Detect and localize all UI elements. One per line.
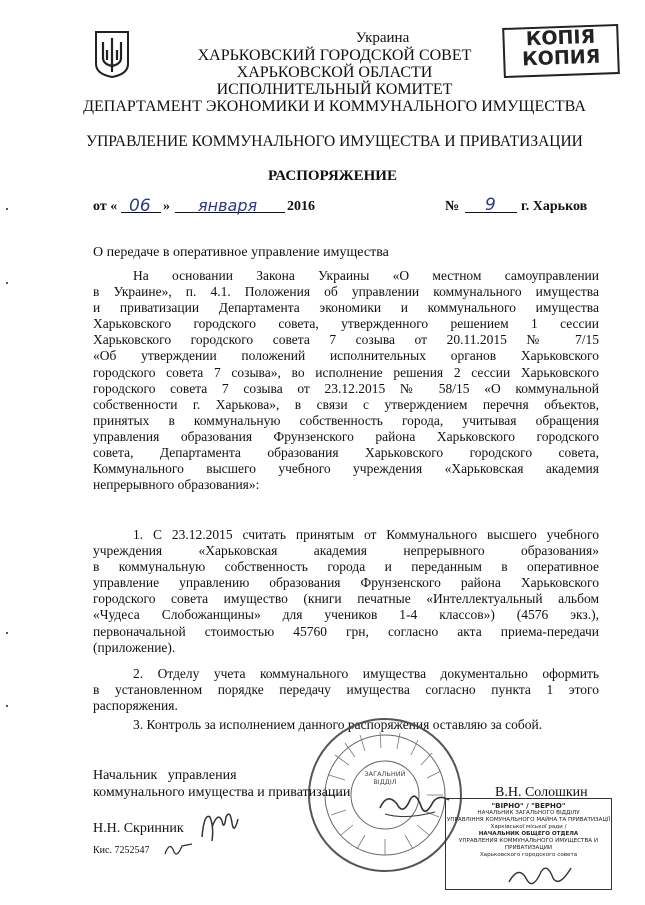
department-name: ДЕПАРТАМЕНТ ЭКОНОМИКИ И КОММУНАЛЬНОГО ИМУЩЕСТВА	[83, 98, 586, 115]
executor-name: Н.Н. Скринник	[93, 821, 184, 836]
copy-stamp	[502, 24, 620, 78]
document-type-title: РАСПОРЯЖЕНИЕ	[268, 168, 397, 184]
executor-signature	[196, 807, 242, 847]
verification-stamp-line: НАЧАЛЬНИК ОБЩЕГО ОТДЕЛА	[478, 831, 579, 837]
intro-line: «Об утверждении положений исполнительных органов Харьковского	[93, 348, 599, 364]
executor-phone-note: Кис. 7252547	[93, 845, 150, 856]
verification-stamp-line: Харківської міської ради /	[490, 824, 567, 830]
verification-stamp-line: НАЧАЛЬНИК ЗАГАЛЬНОГО ВІДДІЛУ	[477, 810, 580, 816]
verification-stamp-line: Харьковского городского совета	[479, 852, 578, 858]
item2-line: 2. Отделу учета коммунального имущества документально оформить	[133, 666, 599, 681]
intro-paragraph	[93, 268, 599, 493]
signatory-title-line1: Начальник управления	[93, 768, 237, 783]
date-month: января	[198, 196, 258, 215]
item-2-paragraph	[93, 666, 599, 714]
date-day: 06	[129, 196, 151, 216]
intro-line: собственности г. Харькова», в связи с утверждением перечня объектов,	[93, 396, 599, 412]
verification-stamp-line: "ВІРНО" / "ВЕРНО"	[491, 802, 566, 810]
item1-line: первоначальной стоимостью 45760 грн, согласно акта приема-передачи	[93, 623, 599, 639]
item-1-paragraph	[93, 527, 599, 656]
country-name: Украина	[355, 30, 410, 46]
council-name: ХАРЬКОВСКИЙ ГОРОДСКОЙ СОВЕТ	[197, 47, 472, 64]
intro-line: управления образования Фрунзенского района Харьковского городского	[93, 428, 599, 444]
verification-signature	[505, 858, 575, 892]
intro-line: непрерывного образования»:	[93, 477, 260, 493]
date-close-quote: »	[163, 199, 170, 214]
division-name: УПРАВЛЕНИЕ КОММУНАЛЬНОГО ИМУЩЕСТВА И ПРИВАТИЗАЦИИ	[86, 133, 583, 150]
intro-line: На основании Закона Украины «О местном самоуправлении	[133, 268, 599, 283]
intro-line: Харьковского городского совета 7 созыва от 20.11.2015 № 7/15	[93, 332, 599, 348]
item1-line: городского совета имущество (книги печатные «Интеллектуальный альбом	[93, 591, 599, 607]
signatory-name: В.Н. Солошкин	[495, 785, 588, 800]
round-stamp-label: ЗАГАЛЬНИЙ ВІДДІЛ	[364, 770, 406, 786]
signatory-title-line2: коммунального имущества и приватизации	[93, 785, 351, 800]
number-prefix: №	[445, 199, 460, 214]
city-name: г. Харьков	[521, 199, 588, 214]
executor-initials-mark	[162, 838, 196, 860]
intro-line: Харьковского городского совета, утвержденного решением 1 сессии	[93, 316, 599, 332]
intro-line: городского совета 7 созыва», во исполнение решения 2 сессии Харьковского	[93, 364, 599, 380]
item2-line: в установленном порядке передачу имущества согласно пункта 1 этого	[93, 682, 599, 698]
item2-line: распоряжения.	[93, 698, 178, 714]
intro-line: принятых в коммунальную собственность города, учитывая обращения	[93, 412, 599, 428]
intro-line: и приватизации Департамента экономики и коммунального имущества	[93, 300, 599, 316]
intro-line: городского совета 7 созыва от 23.12.2015 № 58/15 «О коммунальной	[93, 380, 599, 396]
document-number: 9	[485, 195, 496, 215]
region-name: ХАРЬКОВСКОЙ ОБЛАСТИ	[236, 64, 433, 81]
intro-line: совета, Департамента образования Харьковского городского совета,	[93, 445, 599, 461]
item1-line: (приложение).	[93, 639, 176, 655]
date-year: 2016	[287, 199, 315, 214]
margin-mark	[6, 282, 8, 284]
verification-stamp-line: УПРАВЛЕНИЯ КОММУНАЛЬНОГО ИМУЩЕСТВА И ПРИВАТИЗАЦИИ	[458, 838, 599, 851]
intro-line: в Украине», п. 4.1. Положения об управлении коммунального имущества	[93, 284, 599, 300]
committee-name: ИСПОЛНИТЕЛЬНЫЙ КОМИТЕТ	[216, 81, 453, 98]
verification-stamp-line: УПРАВЛІННЯ КОМУНАЛЬНОГО МАЙНА ТА ПРИВАТИЗАЦІЇ	[446, 817, 611, 823]
date-line	[93, 196, 603, 218]
item1-line: в коммунальную собственность города и переданным в оперативное	[93, 559, 599, 575]
item1-line: 1. С 23.12.2015 считать принятым от Коммунального высшего учебного	[133, 527, 599, 542]
copy-stamp-line1: КОПІЯ	[525, 25, 596, 51]
item3-line: 3. Контроль за исполнением данного распоряжения оставляю за собой.	[133, 717, 543, 732]
margin-mark	[6, 632, 8, 634]
document-subject: О передаче в оперативное управление имущества	[93, 245, 389, 260]
director-signature	[375, 786, 455, 826]
item1-line: учреждения «Харьковская академия непрерывного образования»	[93, 543, 599, 559]
intro-line: Коммунального высшего учебного учреждения «Харьковская академия	[93, 461, 599, 477]
date-prefix: от «	[93, 199, 118, 214]
item1-line: управление управлению образования Фрунзенского района Харьковского	[93, 575, 599, 591]
item1-line: «Чудеса Слобожанщины» для учеников 1-4 классов») (4576 экз.),	[93, 607, 599, 623]
margin-mark	[6, 208, 8, 210]
margin-mark	[6, 705, 8, 707]
copy-stamp-line2: КОПИЯ	[521, 45, 601, 71]
